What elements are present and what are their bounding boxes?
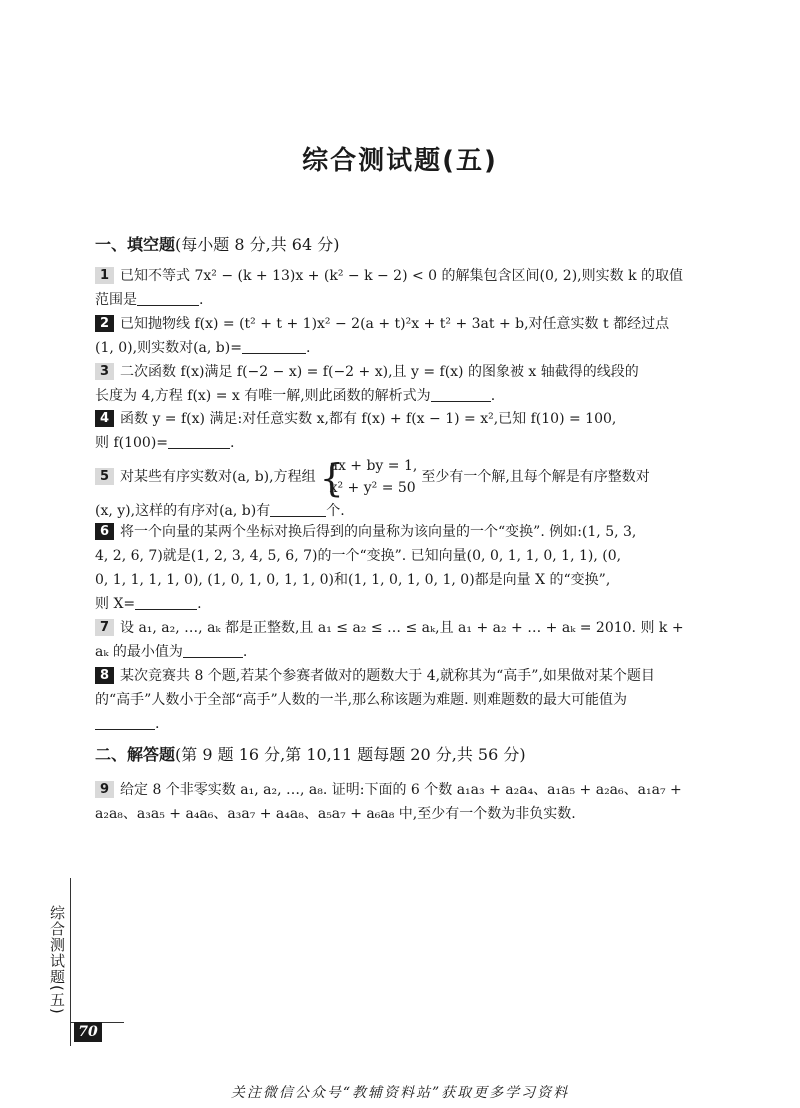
page-title: 综合测试题(五) [302, 146, 498, 176]
equation-system [320, 455, 418, 499]
answer-blank [137, 291, 199, 306]
answer-blank [183, 643, 243, 658]
problem-text-cont: 0, 1, 1, 1, 1, 0), (1, 0, 1, 0, 1, 1, 0)和(1, 1, 0, 1, 0, 1, 0)都是向量 X 的“变换”, [95, 572, 611, 588]
problem-5 [95, 455, 707, 523]
section-heading-answer [95, 742, 526, 765]
answer-blank [270, 502, 326, 517]
problem-number: 9 [95, 781, 114, 798]
section-title: 二、解答题 [95, 745, 176, 764]
problem-7 [95, 616, 707, 664]
answer-blank [168, 434, 230, 449]
problem-1 [95, 264, 707, 312]
problem-text-cont: (x, y),这样的有序对(a, b)有 [95, 503, 271, 519]
problem-text-post: 至少有一个解,且每个解是有序整数对 [421, 469, 650, 485]
problem-number: 4 [95, 410, 114, 427]
problem-text-end: 个. [326, 503, 345, 519]
problem-text-cont: 长度为 4,方程 f(x) = x 有唯一解,则此函数的解析式为 [95, 388, 431, 404]
problem-number: 7 [95, 619, 114, 636]
section-heading-fill-in [95, 232, 339, 255]
problem-2 [95, 312, 707, 360]
problem-text-cont: 的“高手”人数小于全部“高手”人数的一半,那么称该题为难题. 则难题数的最大可能值为 [95, 692, 627, 708]
side-divider [70, 878, 71, 1046]
problem-number: 8 [95, 667, 114, 684]
answer-blank [431, 387, 491, 402]
problem-number: 5 [95, 468, 114, 485]
problem-text: 将一个向量的某两个坐标对换后得到的向量称为该向量的一个“变换”. 例如:(1, 5, 3, [120, 524, 637, 540]
problem-number: 1 [95, 267, 114, 284]
problem-text-cont: aₖ 的最小值为 [95, 644, 183, 660]
problem-text: 二次函数 f(x)满足 f(−2 − x) = f(−2 + x),且 y = f(x) 的图象被 x 轴截得的线段的 [120, 364, 639, 380]
problem-text-cont: 则 f(100)= [95, 435, 169, 451]
footer-watermark: 关注微信公众号“教辅资料站”获取更多学习资料 [230, 1085, 570, 1101]
problem-9 [95, 778, 707, 826]
problem-3 [95, 360, 707, 408]
answer-blank [135, 595, 197, 610]
problem-text: 已知不等式 7x² − (k + 13)x + (k² − k − 2) < 0 的解集包含区间(0, 2),则实数 k 的取值 [120, 268, 684, 284]
problem-text: 给定 8 个非零实数 a₁, a₂, …, a₈. 证明:下面的 6 个数 a₁a₃ + a₂a₄、a₁a₅ + a₂a₆、a₁a₇ + [120, 782, 682, 798]
side-chapter-label: 综合测试题(五) [48, 905, 66, 1015]
problem-text-cont: 则 X= [95, 596, 136, 612]
section-note: (每小题 8 分,共 64 分) [175, 235, 340, 254]
section-note: (第 9 题 16 分,第 10,11 题每题 20 分,共 56 分) [175, 745, 526, 764]
problem-text-end: . [490, 388, 496, 404]
problem-text-end: . [197, 596, 202, 612]
problem-text-end: . [199, 292, 204, 308]
equation-1: ax + by = 1, [329, 458, 418, 474]
problem-text-end: . [305, 340, 311, 356]
problem-text: 函数 y = f(x) 满足:对任意实数 x,都有 f(x) + f(x − 1) = x²,已知 f(10) = 100, [120, 411, 617, 427]
problem-8 [95, 664, 707, 736]
problem-number: 6 [95, 523, 114, 540]
problem-text-cont: (1, 0),则实数对(a, b)= [95, 340, 242, 356]
problem-text-end: . [230, 435, 235, 451]
problem-text-end: . [155, 716, 160, 732]
problem-text-end: . [242, 644, 248, 660]
answer-blank [95, 715, 155, 730]
section-title: 一、填空题 [95, 235, 176, 254]
problem-text-cont: 范围是 [95, 292, 137, 308]
problem-6 [95, 520, 707, 616]
problem-4 [95, 407, 707, 455]
problem-text: 设 a₁, a₂, …, aₖ 都是正整数,且 a₁ ≤ a₂ ≤ … ≤ aₖ,且 a₁ + a₂ + … + aₖ = 2010. 则 k + [120, 620, 684, 636]
brace-icon: { [319, 456, 344, 500]
page-number: 70 [74, 1022, 102, 1042]
problem-text-cont: a₂a₈、a₃a₅ + a₄a₆、a₃a₇ + a₄a₈、a₅a₇ + a₆a₈ 中,至少有一个数为非负实数. [95, 806, 576, 822]
problem-number: 3 [95, 363, 114, 380]
problem-text: 某次竞赛共 8 个题,若某个参赛者做对的题数大于 4,就称其为“高手”,如果做对某个题目 [120, 668, 655, 684]
equation-2: x² + y² = 50 [329, 480, 416, 496]
problem-number: 2 [95, 315, 114, 332]
problem-text: 已知抛物线 f(x) = (t² + t + 1)x² − 2(a + t)²x + t² + 3at + b,对任意实数 t 都经过点 [120, 316, 670, 332]
answer-blank [242, 339, 306, 354]
problem-text-cont: 4, 2, 6, 7)就是(1, 2, 3, 4, 5, 6, 7)的一个“变换”. 已知向量(0, 0, 1, 1, 0, 1, 1), (0, [95, 548, 622, 564]
problem-text: 对某些有序实数对(a, b),方程组 [120, 469, 316, 485]
